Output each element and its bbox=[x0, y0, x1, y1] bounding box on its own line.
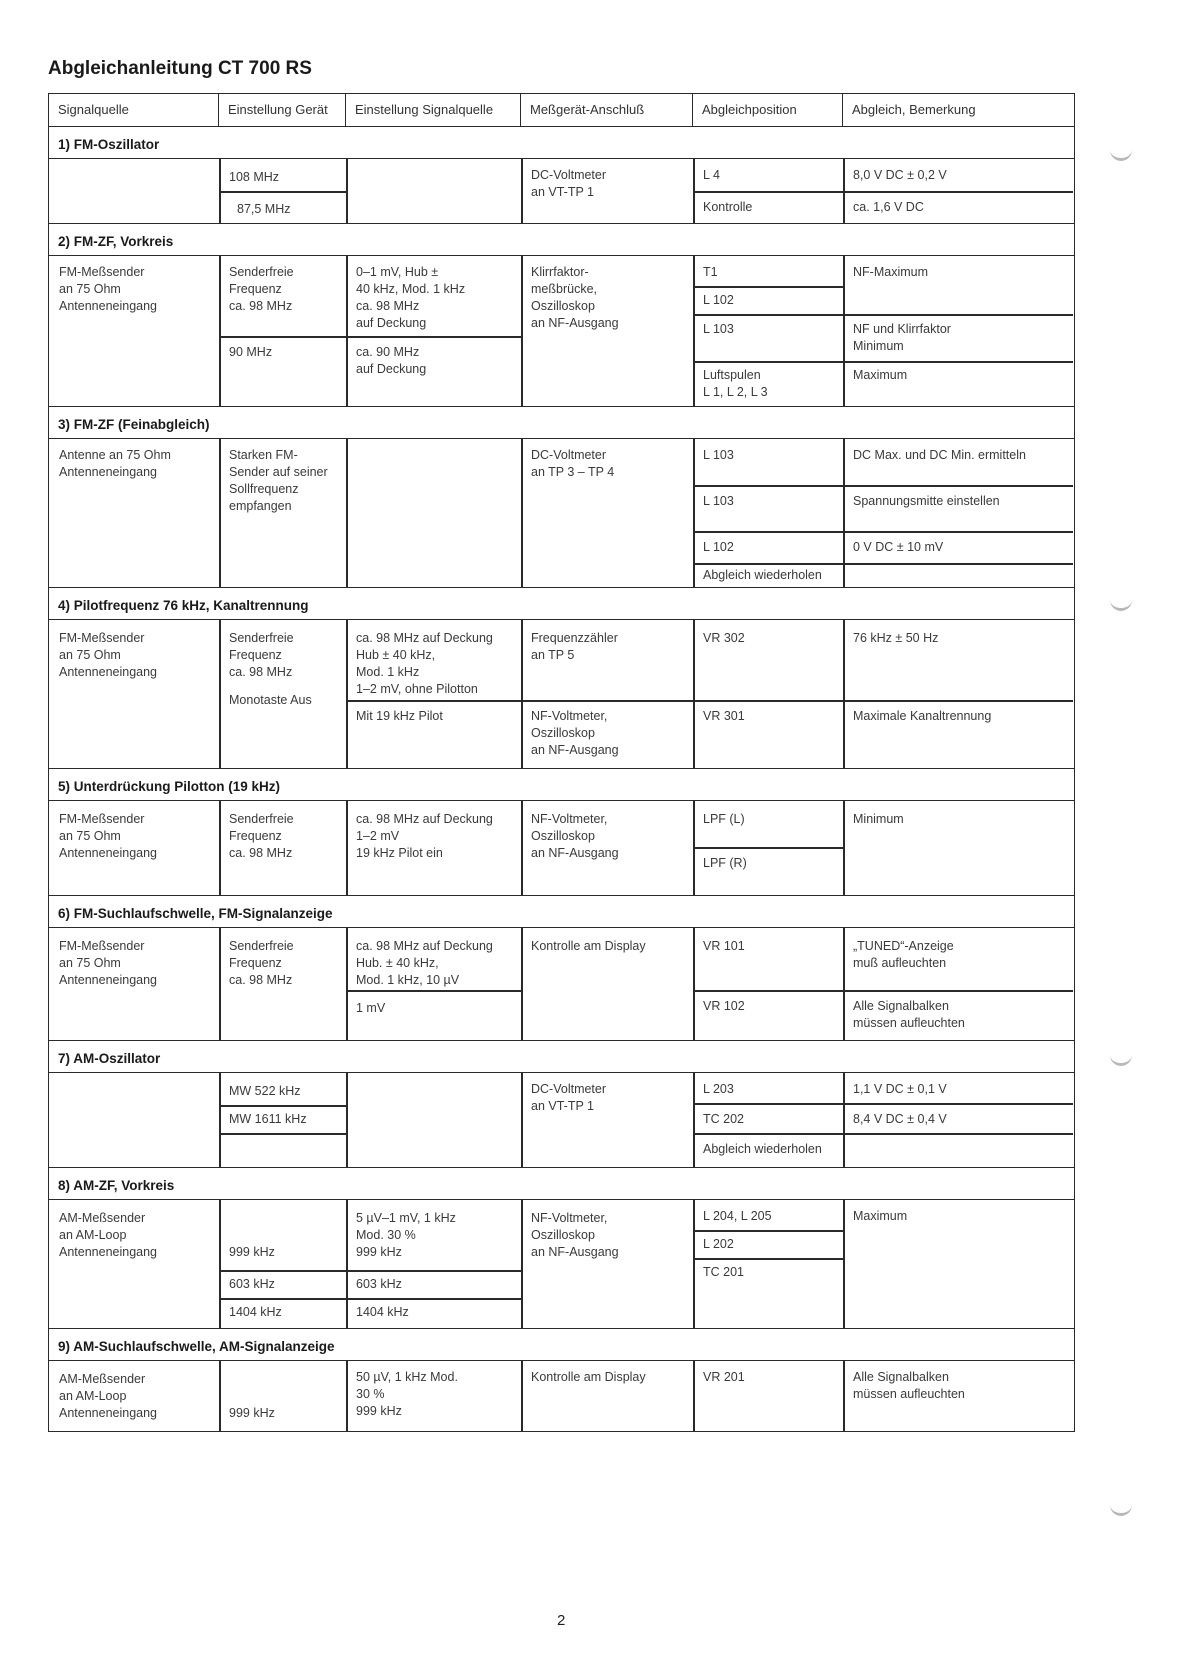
cell-remark: Spannungsmitte einstellen bbox=[853, 494, 1000, 508]
cell-position: VR 301 bbox=[703, 709, 745, 723]
section-title-fm-zf-feinabgleich: 3) FM-ZF (Feinabgleich) bbox=[49, 407, 1074, 439]
section-title-fm-zf-vorkreis: 2) FM-ZF, Vorkreis bbox=[49, 224, 1074, 256]
cell-position: LPF (L) bbox=[703, 812, 745, 826]
cell-position: L 103 bbox=[703, 322, 734, 336]
cell-device-setting: Senderfreie Frequenz ca. 98 MHz bbox=[229, 812, 294, 860]
cell-remark: Alle Signalbalken müssen aufleuchten bbox=[853, 999, 965, 1030]
cell-remark: NF-Maximum bbox=[853, 265, 928, 279]
alignment-table bbox=[48, 93, 1075, 1432]
cell-signal-source: AM-Meßsender an AM-Loop Antenneneingang bbox=[59, 1211, 158, 1259]
column-header-einstellung-geraet: Einstellung Gerät bbox=[219, 94, 346, 126]
cell-device-setting: Senderfreie Frequenz ca. 98 MHz bbox=[229, 939, 294, 987]
section-pilotfrequenz bbox=[49, 620, 1074, 769]
section-am-zf-vorkreis bbox=[49, 1200, 1074, 1329]
cell-position: Luftspulen L 1, L 2, L 3 bbox=[703, 368, 768, 399]
section-am-oszillator bbox=[49, 1073, 1074, 1168]
cell-position: VR 302 bbox=[703, 631, 745, 645]
cell-position: LPF (R) bbox=[703, 856, 747, 870]
cell-device-setting: 90 MHz bbox=[229, 345, 273, 359]
cell-instrument: Frequenzzähler an TP 5 bbox=[531, 631, 618, 662]
cell-device-setting: 999 kHz bbox=[229, 1406, 275, 1420]
cell-remark: Maximale Kanaltrennung bbox=[853, 709, 992, 723]
cell-remark: 76 kHz ± 50 Hz bbox=[853, 631, 939, 645]
column-header-row bbox=[49, 94, 1074, 127]
cell-device-setting: 603 kHz bbox=[229, 1277, 275, 1291]
cell-instrument: DC-Voltmeter an TP 3 – TP 4 bbox=[531, 448, 615, 479]
cell-source-setting: 1 mV bbox=[356, 1001, 386, 1015]
cell-signal-source: FM-Meßsender an 75 Ohm Antenneneingang bbox=[59, 812, 158, 860]
cell-position: Abgleich wiederholen bbox=[703, 568, 822, 582]
cell-position: L 102 bbox=[703, 540, 734, 554]
section-fm-oszillator bbox=[49, 159, 1074, 224]
section-title-fm-oszillator: 1) FM-Oszillator bbox=[49, 127, 1074, 159]
section-fm-zf-feinabgleich bbox=[49, 439, 1074, 588]
cell-signal-source: Antenne an 75 Ohm Antenneneingang bbox=[59, 448, 171, 479]
cell-source-setting: 5 µV–1 mV, 1 kHz Mod. 30 % 999 kHz bbox=[356, 1211, 456, 1259]
cell-source-setting: ca. 90 MHz auf Deckung bbox=[356, 345, 427, 376]
cell-device-setting: MW 1611 kHz bbox=[229, 1112, 307, 1126]
cell-device-setting: Starken FM- Sender auf seiner Sollfrequenz empfangen bbox=[229, 448, 328, 513]
cell-remark: „TUNED“-Anzeige muß aufleuchten bbox=[853, 939, 954, 970]
cell-source-setting: 50 µV, 1 kHz Mod. 30 % 999 kHz bbox=[356, 1370, 458, 1418]
column-header-abgleichposition: Abgleichposition bbox=[693, 94, 843, 126]
cell-position: T1 bbox=[703, 265, 718, 279]
cell-frequency-108: 108 MHz bbox=[229, 170, 280, 184]
section-title-am-suchlaufschwelle: 9) AM-Suchlaufschwelle, AM-Signalanzeige bbox=[49, 1329, 1074, 1361]
cell-remark: Maximum bbox=[853, 368, 908, 382]
cell-instrument: DC-Voltmeter an VT-TP 1 bbox=[531, 1082, 607, 1113]
cell-remark: Maximum bbox=[853, 1209, 908, 1223]
cell-source-setting: 0–1 mV, Hub ± 40 kHz, Mod. 1 kHz ca. 98 MHz auf Deckung bbox=[356, 265, 466, 330]
cell-position: L 204, L 205 bbox=[703, 1209, 772, 1223]
cell-signal-source: FM-Meßsender an 75 Ohm Antenneneingang bbox=[59, 631, 158, 679]
cell-position: L 4 bbox=[703, 168, 720, 182]
column-header-einstellung-signalquelle: Einstellung Signalquelle bbox=[346, 94, 521, 126]
cell-position: L 202 bbox=[703, 1237, 734, 1251]
cell-position: Kontrolle bbox=[703, 200, 753, 214]
cell-frequency-87-5: 87,5 MHz bbox=[237, 202, 291, 216]
cell-remark: ca. 1,6 V DC bbox=[853, 200, 924, 214]
cell-source-setting: 1404 kHz bbox=[356, 1305, 409, 1319]
cell-position: L 203 bbox=[703, 1082, 734, 1096]
cell-position: L 103 bbox=[703, 448, 734, 462]
cell-remark: DC Max. und DC Min. ermitteln bbox=[853, 448, 1026, 462]
section-title-unterdrueckung-pilotton: 5) Unterdrückung Pilotton (19 kHz) bbox=[49, 769, 1074, 801]
page-title: Abgleichanleitung CT 700 RS bbox=[48, 58, 312, 79]
section-title-fm-suchlaufschwelle: 6) FM-Suchlaufschwelle, FM-Signalanzeige bbox=[49, 896, 1074, 928]
cell-position: L 103 bbox=[703, 494, 734, 508]
cell-remark: Minimum bbox=[853, 812, 904, 826]
cell-signal-source: FM-Meßsender an 75 Ohm Antenneneingang bbox=[59, 265, 158, 313]
section-unterdrueckung-pilotton bbox=[49, 801, 1074, 896]
section-am-suchlaufschwelle bbox=[49, 1361, 1074, 1431]
cell-source-setting: ca. 98 MHz auf Deckung Hub ± 40 kHz, Mod. 1 kHz 1–2 mV, ohne Pilotton bbox=[356, 631, 493, 696]
column-header-abgleich-bemerkung: Abgleich, Bemerkung bbox=[852, 102, 976, 117]
cell-device-setting: Monotaste Aus bbox=[229, 693, 312, 707]
section-title-pilotfrequenz: 4) Pilotfrequenz 76 kHz, Kanaltrennung bbox=[49, 588, 1074, 620]
cell-device-setting: MW 522 kHz bbox=[229, 1084, 301, 1098]
section-fm-suchlaufschwelle bbox=[49, 928, 1074, 1041]
cell-instrument: Kontrolle am Display bbox=[531, 1370, 646, 1384]
scan-mark bbox=[1110, 1055, 1132, 1066]
cell-remark: 0 V DC ± 10 mV bbox=[853, 540, 944, 554]
cell-source-setting: Mit 19 kHz Pilot bbox=[356, 709, 443, 723]
cell-source-setting: ca. 98 MHz auf Deckung 1–2 mV 19 kHz Pilot ein bbox=[356, 812, 493, 860]
cell-signal-source: AM-Meßsender an AM-Loop Antenneneingang bbox=[59, 1372, 158, 1420]
cell-remark: 8,4 V DC ± 0,4 V bbox=[853, 1112, 947, 1126]
cell-device-setting: 999 kHz bbox=[229, 1245, 275, 1259]
cell-position: VR 201 bbox=[703, 1370, 745, 1384]
cell-remark: NF und Klirrfaktor Minimum bbox=[853, 322, 951, 353]
section-fm-zf-vorkreis bbox=[49, 256, 1074, 407]
cell-source-setting: 603 kHz bbox=[356, 1277, 402, 1291]
cell-instrument: Kontrolle am Display bbox=[531, 939, 646, 953]
scan-mark bbox=[1110, 1505, 1132, 1516]
section-title-am-zf-vorkreis: 8) AM-ZF, Vorkreis bbox=[49, 1168, 1074, 1200]
cell-signal-source: FM-Meßsender an 75 Ohm Antenneneingang bbox=[59, 939, 158, 987]
cell-instrument: DC-Voltmeter an VT-TP 1 bbox=[531, 168, 607, 199]
page-number: 2 bbox=[557, 1612, 566, 1629]
column-header-signalquelle: Signalquelle bbox=[49, 94, 219, 126]
cell-remark: 8,0 V DC ± 0,2 V bbox=[853, 168, 947, 182]
cell-device-setting: Senderfreie Frequenz ca. 98 MHz bbox=[229, 265, 294, 313]
cell-position: Abgleich wiederholen bbox=[703, 1142, 822, 1156]
cell-instrument: NF-Voltmeter, Oszilloskop an NF-Ausgang bbox=[531, 709, 619, 757]
cell-remark: Alle Signalbalken müssen aufleuchten bbox=[853, 1370, 965, 1401]
cell-remark: 1,1 V DC ± 0,1 V bbox=[853, 1082, 947, 1096]
cell-position: TC 201 bbox=[703, 1265, 744, 1279]
scan-mark bbox=[1110, 150, 1132, 161]
cell-device-setting: Senderfreie Frequenz ca. 98 MHz bbox=[229, 631, 294, 679]
cell-position: VR 101 bbox=[703, 939, 745, 953]
cell-source-setting: ca. 98 MHz auf Deckung Hub. ± 40 kHz, Mod. 1 kHz, 10 µV bbox=[356, 939, 493, 987]
cell-position: VR 102 bbox=[703, 999, 745, 1013]
cell-position: TC 202 bbox=[703, 1112, 744, 1126]
cell-instrument: NF-Voltmeter, Oszilloskop an NF-Ausgang bbox=[531, 1211, 619, 1259]
cell-position: L 102 bbox=[703, 293, 734, 307]
cell-device-setting: 1404 kHz bbox=[229, 1305, 282, 1319]
section-title-am-oszillator: 7) AM-Oszillator bbox=[49, 1041, 1074, 1073]
cell-instrument: Klirrfaktor- meßbrücke, Oszilloskop an NF-Ausgang bbox=[531, 265, 619, 330]
scan-mark bbox=[1110, 600, 1132, 611]
column-header-messgeraet-anschluss: Meßgerät-Anschluß bbox=[521, 94, 693, 126]
cell-instrument: NF-Voltmeter, Oszilloskop an NF-Ausgang bbox=[531, 812, 619, 860]
